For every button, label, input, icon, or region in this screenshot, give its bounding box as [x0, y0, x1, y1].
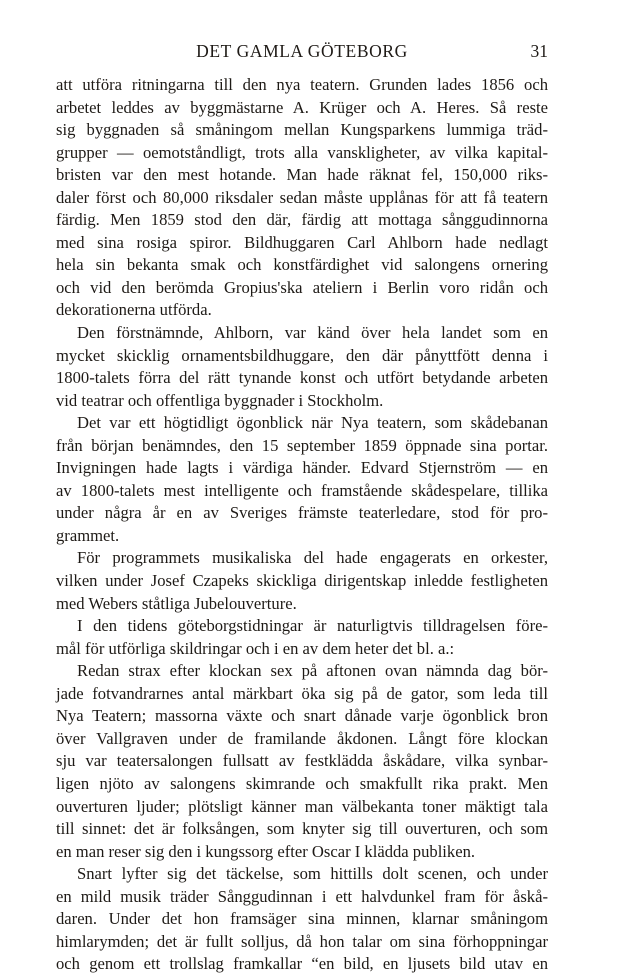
text-line: under några år en av Sveriges främste teaterledare, stod för pro-	[56, 503, 548, 523]
text-line: en man reser sig den i kungssorg efter Oscar I klädda publiken.	[56, 841, 476, 861]
text-line: Invigningen hade lagts i värdiga händer. Edvard Stjernström — en	[56, 458, 548, 478]
text-line: ligen njöto av salongens skimrande och smakfullt rika prakt. Men	[56, 773, 548, 793]
text-line: arbetet leddes av byggmästarne A. Krüger och A. Heres. Så reste	[56, 97, 548, 117]
text-line: vid teatrar och offentliga byggnader i Stockholm.	[56, 390, 384, 410]
text-line: ouverturen ljuder; plötsligt känner man välbekanta toner mäktigt tala	[56, 796, 548, 816]
text-line: grupper — oemotståndligt, trots alla vanskligheter, av vilka kapital-	[56, 142, 548, 162]
text-line: bristen var den mest hotande. Man hade räknat fel, 150,000 riks-	[56, 165, 548, 185]
text-line: daren. Under det hon framsäger sina minnen, klarnar småningom	[56, 909, 548, 929]
text-line: himlarymden; det är fullt solljus, då hon talar om sina förhoppningar	[56, 931, 548, 951]
running-head	[56, 40, 548, 62]
text-line: Snart lyfter sig det täckelse, som hittills dolt scenen, och under	[77, 864, 548, 884]
text-line: jade fotvandrarnes antal märkbart öka sig på de gator, som leda till	[56, 683, 548, 703]
text-line: färdig. Men 1859 stod den där, färdig att mottaga sånggudinnorna	[56, 210, 548, 230]
text-line: 1800-talets förra del rätt tynande konst och utfört betydande arbeten	[56, 368, 548, 388]
text-line: Redan strax efter klockan sex på aftonen ovan nämnda dag bör-	[77, 661, 548, 681]
text-line: och vid den berömda Gropius'ska ateliern i Berlin voro ridån och	[56, 277, 548, 297]
text-line: mål för utförliga skildringar och i en av dem heter det bl. a.:	[56, 638, 455, 658]
text-line: över Vallgraven under de framilande åkdonen. Långt före klockan	[56, 728, 548, 748]
text-line: av 1800-talets mest intelligente och framstående skådespelare, tillika	[56, 480, 548, 500]
text-line: dekorationerna utförda.	[56, 300, 212, 320]
body-text	[56, 74, 548, 976]
page-number: 31	[530, 41, 548, 61]
text-line: och genom ett trollslag framkallar “en bild, en ljusets bild utav en	[56, 954, 548, 974]
text-line: Den förstnämnde, Ahlborn, var känd över hela landet som en	[77, 323, 548, 343]
text-line: med Webers ståtliga Jubelouverture.	[56, 593, 297, 613]
text-line: hela sin bekanta smak och konstfärdighet vid salongens ornering	[56, 255, 548, 275]
text-line: Det var ett högtidligt ögonblick när Nya teatern, som skådebanan	[77, 413, 548, 433]
text-line: sju var teatersalongen fullsatt av festklädda åskådare, vilka synbar-	[56, 751, 548, 771]
text-line: daler först och 80,000 riksdaler sedan måste upplånas för att få teatern	[56, 187, 548, 207]
text-line: sig byggnaden så småningom mellan Kungsparkens lummiga träd-	[56, 120, 548, 140]
text-line: en mild musik träder Sånggudinnan i ett halvdunkel fram för åskå-	[56, 886, 548, 906]
text-line: Nya Teatern; massorna växte och snart dånade varje ögonblick bron	[56, 706, 548, 726]
text-line: från början benämndes, den 15 september 1859 öppnade sina portar.	[56, 435, 548, 455]
text-line: mycket skicklig ornamentsbildhuggare, den där pånyttfött denna i	[56, 345, 548, 365]
text-line: att utföra ritningarna till den nya teatern. Grunden lades 1856 och	[56, 75, 548, 94]
text-line: I den tidens göteborgstidningar är naturligtvis tilldragelsen före-	[77, 616, 548, 636]
text-line: vilken under Josef Czapeks skickliga dirigentskap inledde festligheten	[56, 571, 548, 591]
text-line: För programmets musikaliska del hade engagerats en orkester,	[77, 548, 548, 568]
text-line: med sina rosiga spiror. Bildhuggaren Carl Ahlborn hade nedlagt	[56, 232, 548, 252]
text-line: till sinnet: det är folksången, som knyter sig till ouverturen, och som	[56, 819, 548, 839]
text-line: grammet.	[56, 525, 120, 545]
running-title: DET GAMLA GÖTEBORG	[196, 41, 408, 61]
